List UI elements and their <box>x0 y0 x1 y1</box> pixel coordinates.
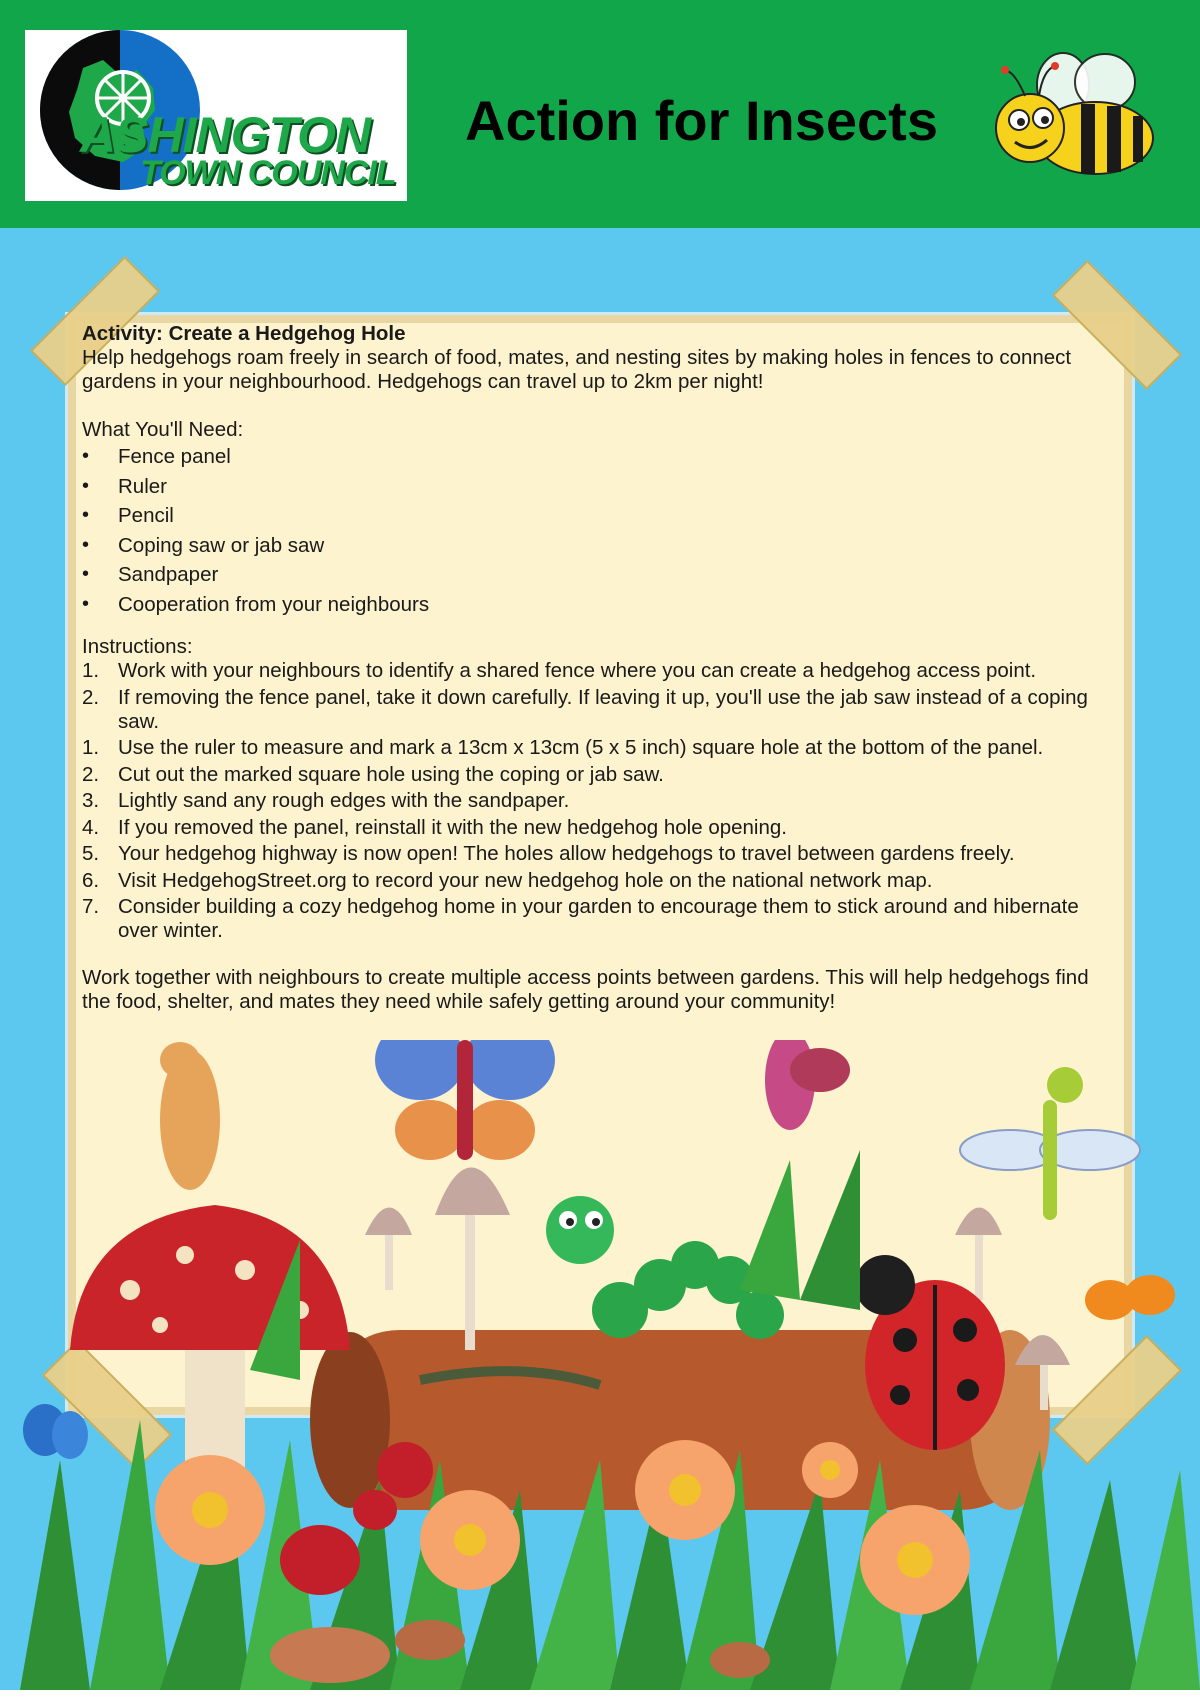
blue-butterfly-icon <box>23 1404 88 1459</box>
step-text: Use the ruler to measure and mark a 13cm x 13cm (5 x 5 inch) square hole at the bottom of the panel. <box>118 736 1044 759</box>
step-text: If you removed the panel, reinstall it with the new hedgehog hole opening. <box>118 815 787 839</box>
bottom-border <box>0 1690 1200 1697</box>
needs-item: • Cooperation from your neighbours <box>82 590 1122 620</box>
step-number: 6. <box>82 868 100 892</box>
garden-illustration-icon <box>0 1040 1200 1690</box>
logo-title: ASHINGTON <box>80 107 371 163</box>
orange-butterfly-icon <box>1085 1275 1175 1320</box>
caterpillar-icon <box>546 1196 784 1339</box>
mushroom-icon <box>70 1205 350 1480</box>
activity-intro: Help hedgehogs roam freely in search of food, mates, and nesting sites by making holes in fences to connect gardens in your neighbourhood. Hedgehogs can travel up to 2km per night! <box>82 346 1072 393</box>
header-banner <box>0 0 1200 228</box>
step-text: If removing the fence panel, take it down carefully. If leaving it up, you'll use the jab saw instead of a coping saw. <box>118 685 1088 733</box>
step-text: Your hedgehog highway is now open! The holes allow hedgehogs to travel between gardens freely. <box>118 842 1015 865</box>
bee-icon <box>985 50 1165 190</box>
instructions-list <box>82 659 1122 943</box>
step-text: Cut out the marked square hole using the coping or jab saw. <box>118 762 664 786</box>
step-number: 2. <box>82 762 100 786</box>
step-number: 4. <box>82 815 100 839</box>
needs-item: • Sandpaper <box>82 560 1122 590</box>
instruction-step <box>82 763 1122 787</box>
instruction-step <box>82 816 1122 840</box>
butterfly-icon <box>375 1040 555 1160</box>
instruction-step <box>82 869 1122 893</box>
needs-list <box>82 442 1122 619</box>
step-number: 2. <box>82 685 100 709</box>
step-text: Visit HedgehogStreet.org to record your new hedgehog hole on the national network map. <box>118 868 933 892</box>
instruction-step <box>82 895 1122 943</box>
council-logo <box>25 30 407 201</box>
needs-item: • Pencil <box>82 501 1122 531</box>
ladybird-flying-icon <box>765 1040 850 1130</box>
instruction-step <box>82 686 1122 734</box>
step-text: Consider building a cozy hedgehog home in your garden to encourage them to stick around and hibernate over winter. <box>118 895 1079 942</box>
activity-content <box>82 322 1122 1014</box>
step-number: 7. <box>82 895 100 918</box>
step-number: 3. <box>82 789 100 812</box>
step-text: Lightly sand any rough edges with the sandpaper. <box>118 789 570 812</box>
instructions-heading: Instructions: <box>82 635 193 658</box>
needs-item: • Fence panel <box>82 442 1122 472</box>
needs-item: • Ruler <box>82 472 1122 502</box>
step-text: Work with your neighbours to identify a shared fence where you can create a hedgehog access point. <box>118 659 1037 682</box>
closing-paragraph: Work together with neighbours to create multiple access points between gardens. This will help hedgehogs find the food, shelter, and mates they need while safely getting around your community! <box>82 965 1089 1013</box>
needs-item: • Coping saw or jab saw <box>82 531 1122 561</box>
dragonfly-icon <box>960 1067 1140 1220</box>
instruction-step <box>82 842 1122 866</box>
instruction-step <box>82 736 1122 760</box>
needs-heading: What You'll Need: <box>82 418 244 441</box>
step-number: 1. <box>82 736 100 759</box>
step-number: 1. <box>82 659 100 682</box>
instruction-step <box>82 659 1122 683</box>
logo-subtitle: TOWN COUNCIL <box>140 154 396 192</box>
step-number: 5. <box>82 842 100 865</box>
cricket-icon <box>160 1042 220 1190</box>
instruction-step <box>82 789 1122 813</box>
page-title: Action for Insects <box>465 89 938 152</box>
activity-title: Activity: Create a Hedgehog Hole <box>82 322 406 345</box>
